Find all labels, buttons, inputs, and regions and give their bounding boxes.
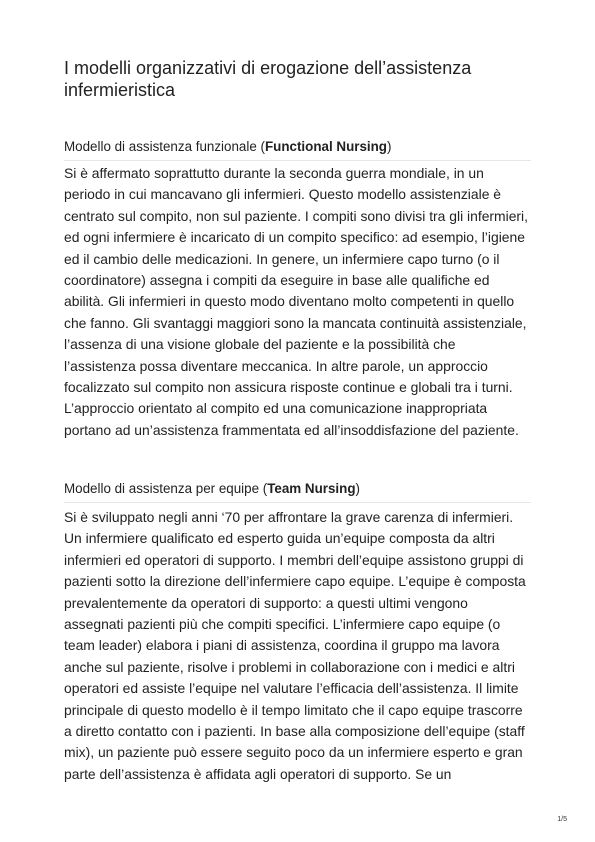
section-body-functional-nursing: Si è affermato soprattutto durante la seconda guerra mondiale, in un periodo in cui mancavano gli infermieri. Questo modello assistenziale è centrato sul compito, non sul paziente. I compiti sono divisi tra gli infermieri, ed ogni infermiere è incaricato di un compito specifico: ad esempio, l’igiene ed il cambio delle medicazioni. In genere, un infermiere capo turno (o il coordinatore) assegna i compiti da eseguire in base alle qualifiche ed abilità. Gli infermieri in questo modo diventano molto competenti in quello che fanno. Gli svantaggi maggiori sono la mancata continuità assistenziale, l’assenza di una visione globale del paziente e la possibilità che l’assistenza possa diventare meccanica. In altre parole, un approccio focalizzato sul compito non assicura risposte continue e globali tra i turni. L’approccio orientato al compito ed una comunicazione inappropriata portano ad un’assistenza frammentata ed all’insoddisfazione del paziente. <box>64 165 529 438</box>
section-heading-term: Functional Nursing <box>264 139 387 154</box>
page-number: 1/5 <box>557 816 567 823</box>
section-heading-closing: ) <box>386 139 392 154</box>
section-body-team-nursing: Si è sviluppato negli anni ‘70 per affrontare la grave carenza di infermieri. Un infermiere qualificato ed esperto guida un’equipe composta da altri infermieri ed operatori di supporto. I membri dell’equipe assistono gruppi di pazienti sotto la direzione dell’infermiere capo equipe. L’equipe è composta prevalentemente da operatori di supporto: a questi ultimi vengono assegnati pazienti più che compiti specifici. L’infermiere capo equipe (o team leader) elabora i piani di assistenza, coordina il gruppo ma lavora anche sul paziente, risolve i problemi in collaborazione con i medici e altri operatori ed assiste l’equipe nel valutare l’efficacia dell’assistenza. Il limite principale di questo modello è il tempo limitato che il capo equipe trascorre a diretto contatto con i pazienti. In base alla composizione dell’equipe (staff mix), un paziente può essere seguito poco da un infermiere esperto e gran parte dell’assistenza è affidata agli operatori di supporto. Se un <box>64 509 526 782</box>
section-heading-text: Modello di assistenza funzionale ( <box>64 139 265 154</box>
section-heading-text: Modello di assistenza per equipe ( <box>64 481 268 496</box>
section-heading-functional-nursing <box>64 138 531 161</box>
section-heading-team-nursing <box>64 480 531 503</box>
document-title: I modelli organizzativi di erogazione dell’assistenza infermieristica <box>64 58 472 100</box>
section-heading-term: Team Nursing <box>267 481 356 496</box>
section-heading-closing: ) <box>355 481 360 496</box>
